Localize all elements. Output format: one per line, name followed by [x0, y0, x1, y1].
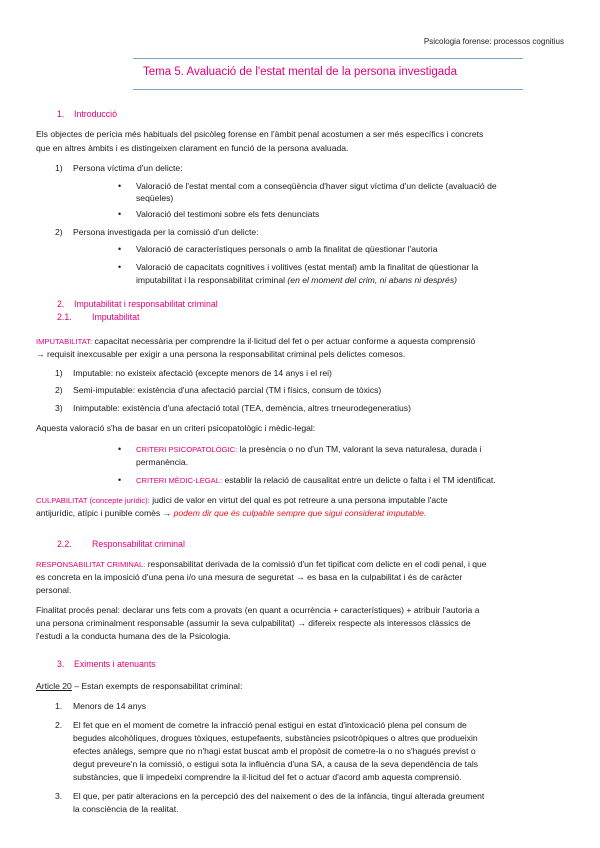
imp-list-1-text: Imputable: no existeix afectació (excepte menors de 14 anys i el rei) [73, 368, 332, 378]
subsection-2-1-heading: Imputabilitat [92, 312, 140, 322]
exempt-1-text: Menors de 14 anys [73, 701, 147, 711]
item-2-bullet-2-line-1: Valoració de capacitats cognitives i volitives (estat mental) amb la finalitat de qüestionar la [136, 262, 479, 272]
responsabilitat-line-3: personal. [36, 585, 72, 595]
bullet-icon: • [118, 181, 122, 191]
exempt-2-line-5: substàncies, que li impedeixi comprendre la il·licitud del fet o actuar d'acord amb aquesta comprensió. [73, 772, 462, 782]
exempt-3-number: 3. [55, 791, 63, 801]
subsection-2-2-number: 2.2. [57, 539, 72, 549]
section-2-number: 2. [57, 299, 65, 309]
bullet-icon: • [118, 262, 122, 272]
culpabilitat-line-1 [36, 494, 448, 507]
culpabilitat-label: CULPABILITAT (concepte jurídic): [36, 496, 150, 505]
imputabilitat-line-1 [36, 335, 475, 348]
culpabilitat-conclusion: podem dir que és culpable sempre que sigui considerat imputable. [173, 508, 427, 518]
subsection-2-1-number: 2.1. [57, 312, 72, 322]
article-20-line [36, 680, 242, 692]
page-title: Tema 5. Avaluació de l'estat mental de la persona investigada [143, 66, 457, 78]
exempt-2-line-4: degut preveure'n la comissió, o estigui sota la influència d'una SA, a causa de la seva dependència de tals [73, 759, 479, 769]
section-1-number: 1. [57, 109, 65, 119]
finalitat-line-2: una persona criminalment responsable (assumir la seva culpabilitat) → difereix respecte als interessos clàssics de [36, 618, 471, 628]
item-2-bullet-2-note: (en el moment del crim, ni abans ni després) [287, 275, 457, 285]
item-1-bullet-1-line-2: seqüeles) [136, 193, 174, 203]
responsabilitat-line-1 [36, 558, 487, 571]
exempt-2-line-3: efectes anàlegs, sempre que no n'hagi estat buscat amb el propòsit de cometre-la o no s'hagués previst o [73, 746, 476, 756]
section-2-heading: Imputabilitat i responsabilitat criminal [74, 299, 218, 309]
item-1-text: Persona víctima d'un delicte: [73, 163, 183, 173]
article-20-label: Article 20 [36, 681, 72, 691]
culpabilitat-line-2 [36, 507, 426, 519]
criterion-1-text: la presència o no d'un TM, valorant la seva naturalesa, durada i [239, 444, 482, 454]
section-1-heading: Introducció [74, 109, 118, 119]
exempt-3-line-1: El que, per patir alteracions en la percepció des del naixement o des de la infància, tingui alterada greument [73, 791, 485, 801]
imputabilitat-label: IMPUTABILITAT: [36, 337, 93, 346]
responsabilitat-line-2: es concreta en la imposició d'una pena i/o una mesura de seguretat → es basa en la culpabilitat i és de caràcter [36, 572, 463, 582]
criterion-1-line-2: permanència. [136, 457, 189, 467]
imp-list-3-number: 3) [55, 403, 63, 413]
exempt-2-line-1: El fet que en el moment de cometre la infracció penal estigui en estat d'intoxicació plena pel consum de [73, 720, 467, 730]
bullet-icon: • [118, 444, 122, 454]
imp-list-2-text: Semi-imputable: existència d'una afectació parcial (TM i físics, consum de tòxics) [73, 385, 382, 395]
finalitat-line-3: l'estudi a la conducta humana des de la Psicologia. [36, 631, 231, 641]
bullet-icon: • [118, 209, 122, 219]
exempt-2-line-2: begudes alcohòliques, drogues tòxiques, estupefaents, substàncies psicotròpiques o altres que produeixin [73, 733, 478, 743]
section-3-heading: Eximents i atenuants [74, 659, 156, 669]
intro-line-1: Els objectes de perícia més habituals del psicòleg forense en l'àmbit penal acostumen a ser més específics i concrets [36, 129, 484, 139]
imp-list-2-number: 2) [55, 385, 63, 395]
criterion-2-text: establir la relació de causalitat entre un delicte o falta i el TM identificat. [224, 475, 496, 485]
culpabilitat-definition: judici de valor en virtut del qual es pot retreure a una persona imputable l'acte [152, 495, 448, 505]
item-1-bullet-1-line-1: Valoració de l'estat mental com a conseqüència d'haver sigut víctima d'un delicte (avaluació de [136, 181, 497, 191]
exempt-1-number: 1. [55, 701, 63, 711]
imp-list-1-number: 1) [55, 368, 63, 378]
bullet-icon: • [118, 475, 122, 485]
criterion-2-line [136, 474, 496, 487]
criterion-1-label: CRITERI PSICOPATOLÒGIC: [136, 445, 238, 454]
valoracio-text: Aquesta valoració s'ha de basar en un criteri psicopatològic i mèdic-legal: [36, 423, 316, 433]
bullet-icon: • [118, 244, 122, 254]
responsabilitat-definition: responsabilitat derivada de la comissió d'un fet tipificat com delicte en el codi penal, i que [147, 559, 487, 569]
imputabilitat-definition: capacitat necessària per comprendre la il·licitud del fet o per actuar conforme a aquesta comprensió [94, 336, 476, 346]
item-2-text: Persona investigada per la comissió d'un delicte: [73, 227, 259, 237]
intro-line-2: que en altres àmbits i es distingeixen clarament en funció de la persona avaluada. [36, 143, 349, 153]
title-rule-bottom [133, 89, 523, 90]
item-2-bullet-2-text: imputabilitat i la responsabilitat criminal [136, 275, 286, 285]
finalitat-line-1: Finalitat procés penal: declarar uns fets com a provats (en quant a ocurrència + característiques) + atribuir l'autoria a [36, 605, 480, 615]
title-rule-top [133, 58, 523, 59]
imputabilitat-line-2: → requisit inexcusable per exigir a una persona la responsabilitat criminal pels delictes comesos. [36, 349, 406, 359]
criterion-2-label: CRITERI MÈDIC-LEGAL: [136, 476, 223, 485]
imp-list-3-text: Inimputable: existència d'una afectació total (TEA, demència, altres trneurodegeneratius) [73, 403, 411, 413]
item-2-bullet-2-line-2 [136, 274, 457, 286]
responsabilitat-label: RESPONSABILITAT CRIMINAL: [36, 560, 146, 569]
exempt-3-line-2: la consciència de la realitat. [73, 804, 179, 814]
culpabilitat-text: antijurídic, atípic i punible comès → [36, 508, 172, 518]
subsection-2-2-heading: Responsabilitat criminal [92, 539, 185, 549]
exempt-2-number: 2. [55, 720, 63, 730]
article-20-text: – Estan exempts de responsabilitat criminal: [71, 681, 243, 691]
criterion-1-line-1 [136, 443, 481, 456]
section-3-number: 3. [57, 659, 65, 669]
running-header: Psicologia forense: processos cognitius [423, 37, 564, 46]
item-2-number: 2) [55, 227, 63, 237]
item-2-bullet-1: Valoració de característiques personals o amb la finalitat de qüestionar l'autoria [136, 244, 438, 254]
item-1-number: 1) [55, 163, 63, 173]
item-1-bullet-2: Valoració del testimoni sobre els fets denunciats [136, 209, 320, 219]
